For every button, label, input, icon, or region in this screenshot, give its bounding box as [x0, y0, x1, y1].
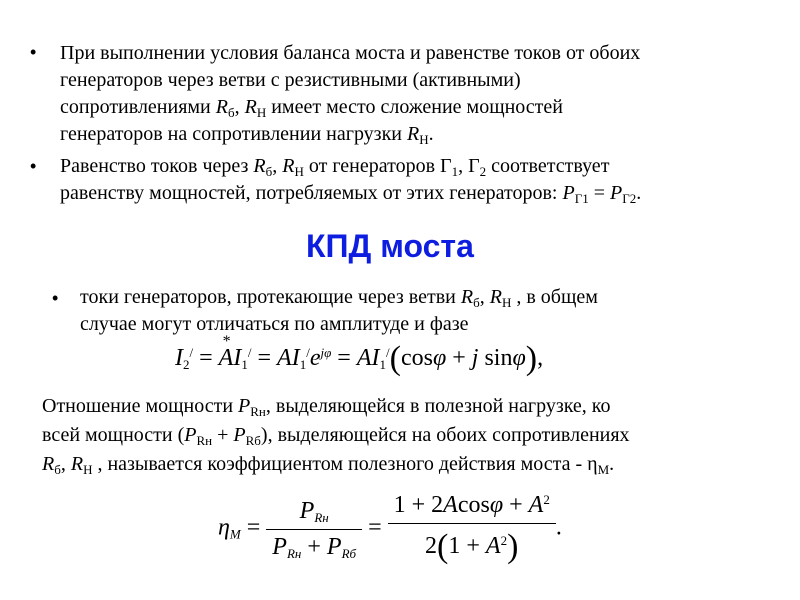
current-formula: $I_2^/$ = * $AI_1^/ = AI_1^/e^{j\varphi} = AI_1^/(\cos\varphi + j$ sinφ), [175, 333, 544, 377]
efficiency-fraction-2: $\frac{1 + 2Acos\varphi + A^2}{2(1 + A^2)}$ [388, 492, 556, 566]
bullet-text-3: токи генераторов, протекающие через ветви $R_б$, $R_Н$ , в общем случае могут отличаться по амплитуде и фазе [80, 286, 598, 335]
bullet-text-2: Равенство токов через $R_б$, $R_Н$ от генераторов $Г_1$, $Г_2$ соответствует равенству мощностей, потребляемых от этих генераторов: $P_{Г1} = P_{Г2}$. [60, 155, 642, 206]
efficiency-formula: $\eta_M$ = $\frac{P_{Rн}}{P_{Rн} + P_{Rб}}$ = $\frac{1 + 2Acos\varphi + A^2}{2(1 + A^2)}$ . [218, 492, 562, 565]
efficiency-fraction-1: $\frac{P_{Rн}}{P_{Rн} + P_{Rб}}$ [266, 498, 362, 561]
bullet-icon: • [30, 156, 37, 176]
efficiency-paragraph: Отношение мощности $P_{Rн}$, выделяющейся в полезной нагрузке, ко всей мощности $(P_{Rн} + P_{Rб})$, выделяющейся на обоих сопротивлениях $R_б$, $R_Н$ , называется коэффициентом полезного действия моста - $\eta_М$. [42, 395, 630, 477]
conjugate-star-icon: * [222, 333, 231, 350]
bullet-text-1: При выполнении условия баланса моста и равенстве токов от обоих генераторов через ветви с резистивными (активными) сопротивлениями $R_б$, $R_Н$ имеет место сложение мощностей генераторов на сопротивлении нагрузки $R_Н$. [60, 42, 641, 147]
bullet-icon: • [52, 288, 59, 308]
section-title: КПД моста [306, 228, 474, 264]
bullet-icon: • [30, 42, 37, 62]
